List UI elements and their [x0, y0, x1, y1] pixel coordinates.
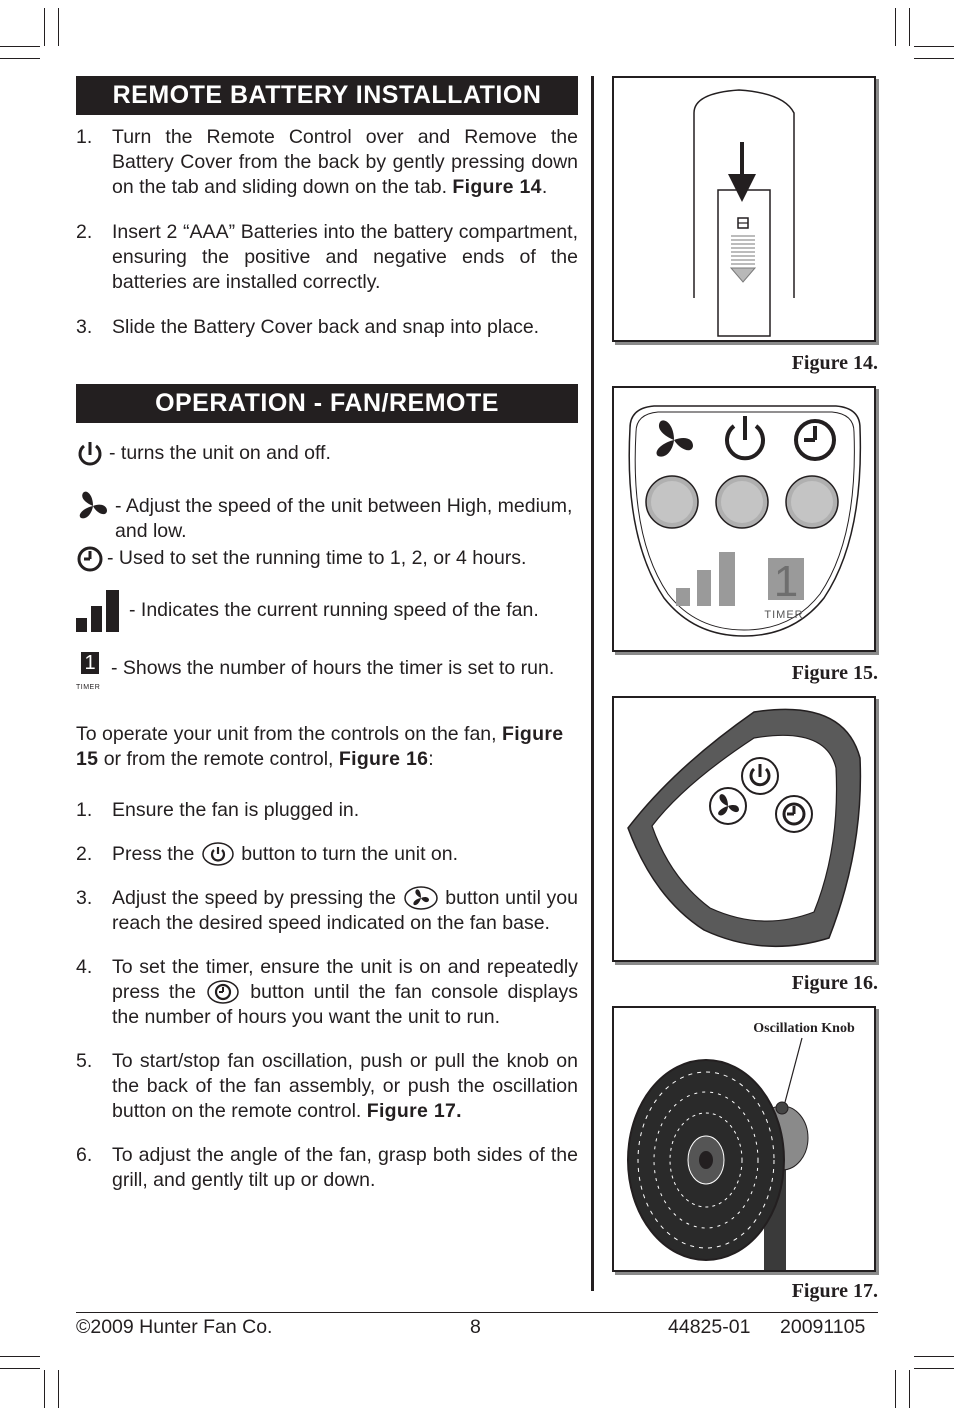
legend-hours — [76, 652, 578, 722]
fan-button-icon — [710, 788, 746, 824]
step-text: To start/stop fan oscillation, push or pull the knob on the back of the fan assembly, or push the oscillation button on the remote control. — [112, 1050, 578, 1122]
list-item — [76, 315, 578, 340]
step-number: 1. — [76, 799, 93, 821]
step-number: 3. — [76, 316, 93, 338]
list-item — [76, 220, 578, 295]
timer-button-icon — [776, 796, 812, 832]
timer-digit: 1 — [81, 652, 99, 674]
legend-power — [76, 441, 578, 471]
figure-16-caption: Figure 16. — [791, 972, 878, 994]
list-item — [76, 798, 578, 823]
legend-timer — [76, 546, 578, 576]
intro-text: : — [428, 748, 434, 770]
step-punct: . — [541, 176, 548, 198]
figure-15-box — [612, 386, 876, 652]
step-number: 2. — [76, 843, 93, 865]
remote-front-illustration — [614, 698, 874, 960]
figure-14-caption: Figure 14. — [791, 352, 878, 374]
timer-label: TIMER — [764, 609, 804, 621]
step-number: 5. — [76, 1050, 93, 1072]
legend-text: - Used to set the running time to 1, 2, or 4 hours. — [107, 547, 527, 569]
figure-reference: Figure 14 — [452, 176, 542, 198]
battery-section-title: REMOTE BATTERY INSTALLATION — [76, 76, 578, 115]
timer-button-icon — [207, 980, 239, 1004]
power-button-icon — [742, 758, 778, 794]
power-button-icon — [202, 842, 234, 866]
remote-back-illustration — [614, 78, 874, 340]
step-text: Press the — [112, 843, 200, 865]
footer-rule — [76, 1312, 878, 1313]
step-text: Ensure the fan is plugged in. — [112, 799, 360, 821]
step-number: 2. — [76, 221, 93, 243]
list-item — [76, 886, 578, 936]
figure-reference: Figure 15 — [76, 723, 564, 770]
legend-speed — [76, 494, 578, 546]
operation-intro — [76, 722, 578, 772]
step-number: 3. — [76, 887, 93, 909]
list-item — [76, 955, 578, 1030]
fan-button-icon — [404, 886, 438, 910]
step-text: button until you reach the desired speed indicated on the fan base. — [112, 887, 578, 934]
column-divider — [591, 76, 594, 1291]
timer-icon — [76, 545, 104, 573]
timer-display-icon — [76, 652, 106, 700]
legend-text: - turns the unit on and off. — [109, 442, 331, 464]
list-item — [76, 1049, 578, 1124]
step-number: 6. — [76, 1144, 93, 1166]
list-item — [76, 125, 578, 200]
oscillation-knob-callout: Oscillation Knob — [753, 1021, 855, 1036]
legend-text: - Shows the number of hours the timer is set to run. — [111, 657, 555, 679]
step-text: To adjust the angle of the fan, grasp both sides of the grill, and gently tilt up or down. — [112, 1144, 578, 1191]
figure-17-caption: Figure 17. — [791, 1280, 878, 1302]
footer-page-number: 8 — [470, 1316, 481, 1338]
figure-reference: Figure 17. — [366, 1100, 462, 1122]
battery-steps — [76, 125, 578, 340]
speed-indicator-icon — [76, 590, 126, 632]
figure-16-box — [612, 696, 876, 962]
legend-text: - Adjust the speed of the unit between High, medium, and low. — [115, 495, 573, 542]
list-item — [76, 1143, 578, 1193]
step-text: Insert 2 “AAA” Batteries into the battery compartment, ensuring the positive and negative ends of the batteries are installed correctly. — [112, 221, 578, 293]
step-text: Slide the Battery Cover back and snap into place. — [112, 316, 540, 338]
figure-17-box — [612, 1006, 876, 1272]
operation-steps — [76, 798, 578, 1193]
footer-date: 20091105 — [780, 1316, 866, 1338]
power-icon — [76, 440, 104, 468]
list-item — [76, 842, 578, 867]
left-column — [76, 76, 578, 1193]
figure-14-box — [612, 76, 876, 342]
legend-indicator — [76, 598, 578, 646]
timer-label: TIMER — [76, 684, 101, 691]
figure-reference: Figure 16 — [338, 748, 429, 770]
fan-control-panel-illustration — [614, 388, 874, 650]
operation-section-title: OPERATION - FAN/REMOTE — [76, 384, 578, 423]
step-number: 1. — [76, 126, 93, 148]
step-text: Turn the Remote Control over and Remove the Battery Cover from the back by gently pressing down on the tab and sliding down on the tab. — [112, 126, 578, 198]
step-text: Adjust the speed by pressing the — [112, 887, 402, 909]
intro-text: or from the remote control, — [98, 748, 339, 770]
step-number: 4. — [76, 956, 93, 978]
fan-oscillation-illustration — [614, 1008, 874, 1270]
fan-speed-icon — [76, 490, 110, 522]
step-text: button until the fan console displays the number of hours you want the unit to run. — [112, 981, 578, 1028]
footer-copyright: ©2009 Hunter Fan Co. — [76, 1316, 273, 1338]
footer-part-code: 44825-01 — [668, 1316, 751, 1338]
legend-text: - Indicates the current running speed of the fan. — [129, 599, 539, 621]
step-text: button to turn the unit on. — [235, 843, 459, 865]
intro-text: To operate your unit from the controls on the fan, — [76, 723, 502, 745]
step-text: To set the timer, ensure the unit is on and repeatedly press the — [112, 956, 578, 1003]
timer-digit: 1 — [773, 557, 799, 606]
figure-15-caption: Figure 15. — [791, 662, 878, 684]
